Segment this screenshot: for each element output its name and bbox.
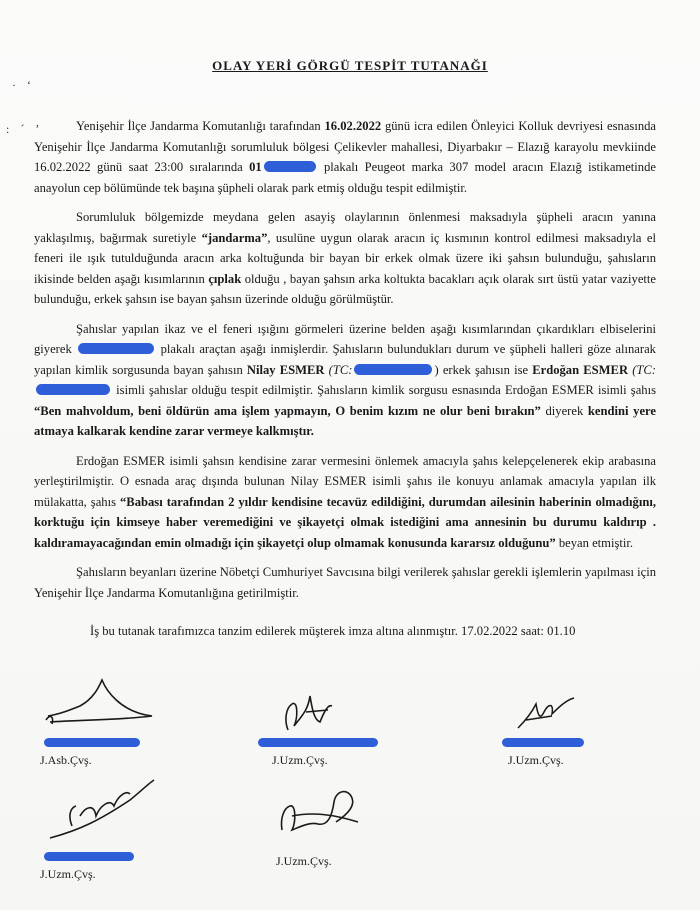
handwritten-signature	[496, 690, 606, 738]
text-run: 16.02.2022	[324, 119, 382, 133]
paragraph-1	[34, 116, 656, 198]
document-title: OLAY YERİ GÖRGÜ TESPİT TUTANAĞI	[212, 58, 488, 73]
signature-block-1	[40, 676, 160, 768]
signature-name-redaction	[44, 852, 134, 861]
text-run: Şahıslar yapılan ikaz ve el feneri ışığını görmeleri üzerine belden aşağı kısımlarından çıkardıkları elbiselerini giyerek	[34, 321, 656, 356]
signature-rank-label: J.Uzm.Çvş.	[276, 854, 332, 868]
paragraph-4	[34, 451, 656, 554]
text-run: (TC:	[628, 362, 656, 377]
handwritten-signature	[40, 776, 170, 852]
text-run: isimli şahıslar olduğu tespit edilmiştir. Şahısların kimlik sorgusu esnasında Erdoğan ESMER isimli şahıs	[112, 383, 656, 397]
redaction-bar	[36, 384, 110, 395]
text-run: Erdoğan ESMER	[532, 362, 629, 377]
signature-rank-label: J.Uzm.Çvş.	[40, 867, 96, 881]
closing-statement: İş bu tutanak tarafımızca tanzim edilerek müşterek imza altına alınmıştır. 17.02.2022 saat: 01.10	[90, 624, 576, 638]
signature-rank-label: J.Uzm.Çvş.	[272, 753, 328, 767]
text-run: plakalı Peugeot marka 307 model aracın Elazığ istikametinde anayolun cep bölümünde tek başına şüpheli olarak park etmiş olduğu tespit edilmiştir.	[34, 160, 656, 195]
signature-block-5	[262, 782, 382, 869]
text-run: “Babası tarafından 2 yıldır kendisine tecavüz edildiğini, durumdan ailesinin haberinin olmadığını, korktuğu için kimseye haber veremediğini ve şikayetçi olmak istediğini ama annesinin bu durumu kaldırıp . kaldıramayacağından emin olmadığı için şikayetçi olup olmamak konusunda kararsız olduğunu”	[34, 494, 656, 550]
text-run: Yenişehir İlçe Jandarma Komutanlığı tarafından	[76, 119, 325, 133]
signature-name-redaction	[44, 738, 140, 747]
signature-block-2	[258, 690, 388, 768]
text-run: günü icra edilen Önleyici Kolluk devriyesi esnasında Yenişehir İlçe Jandarma Komutanlığı sorumluluk bölgesi Çelikevler mahallesi, Diyarbakır – Elazığ karayolu mevkiinde 16.02.2022 günü saat 23:00 sıralarında	[34, 119, 657, 174]
signature-rank-label: J.Uzm.Çvş.	[508, 753, 564, 767]
text-run: beyan etmiştir.	[555, 535, 633, 550]
margin-marks-left: : ´ ʼ	[6, 122, 44, 136]
handwritten-signature	[258, 690, 388, 738]
text-run: Nilay ESMER	[246, 362, 325, 377]
paragraph-5	[34, 562, 656, 603]
text-run: “Ben mahvoldum, beni öldürün ama işlem yapmayın, O benim kızım ne olur beni bırakın”	[34, 403, 541, 418]
signature-block-3	[496, 690, 606, 768]
text-run: kendini yere atmaya kalkarak kendine zarar vermeye kalkmıştır.	[34, 403, 657, 438]
redaction-bar	[78, 343, 154, 354]
text-run: plakalı araçtan aşağı inmişlerdir. Şahısların bulundukları durum ve şüpheli halleri göze alınarak yapılan kimlik sorgusunda bayan şahısın	[34, 342, 656, 377]
signature-name-redaction	[502, 738, 584, 747]
text-run: diyerek	[540, 403, 588, 418]
text-run: çıplak	[208, 271, 242, 286]
text-run: ) erkek şahısın ise	[434, 362, 533, 377]
paragraph-3	[34, 319, 656, 442]
signature-name-redaction	[258, 738, 378, 747]
text-run: Sorumluluk bölgemizde meydana gelen asayiş olaylarının önlenmesi maksadıyla şüpheli aracın yanına yaklaşılmış, bağırmak suretiyle	[34, 210, 656, 245]
text-run: “jandarma”	[201, 230, 268, 245]
handwritten-signature	[40, 676, 160, 738]
signature-block-4	[40, 776, 170, 882]
text-run: Şahısların beyanları üzerine Nöbetçi Cumhuriyet Savcısına bilgi verilerek şahıslar gerekli işlemlerin yapılması için Yenişehir İlçe Jandarma Komutanlığına getirilmiştir.	[34, 565, 656, 600]
redaction-bar	[354, 364, 432, 375]
margin-marks-top: · ʻ	[12, 78, 35, 92]
handwritten-signature	[262, 782, 382, 842]
paragraph-2	[34, 207, 656, 310]
text-run: (TC:	[324, 362, 353, 377]
text-run: , usulüne uygun olarak aracın iç kısmının kontrol edilmesi maksadıyla el feneri ile ışık tutulduğunda aracın arka koltuğunda bir bayan bir erkek olmak üzere iki şahsın bulunduğu, şahısların ikisinde belden aşağı kısımlarının	[34, 230, 656, 286]
text-run: 01	[249, 160, 262, 174]
text-run: Erdoğan ESMER isimli şahsın kendisine zarar vermesini önlemek amacıyla şahıs kelepçelenerek ekip arabasına yerleştirilmiştir. O esnada araç dışında bulunan Nilay ESMER isimli şahıs ile konuyu anlamak amacıyla yapılan ilk mülakatta, şahıs	[34, 453, 656, 509]
document-body	[34, 116, 656, 651]
signature-rank-label: J.Asb.Çvş.	[40, 753, 92, 767]
redaction-bar	[264, 161, 316, 172]
text-run: olduğu , bayan şahsın arka koltukta bacakları açık olarak sırt üstü yatar vaziyette bulunduğu, erkek şahsın ise bayan şahsın üzerinde olduğu görülmüştür.	[34, 271, 656, 306]
